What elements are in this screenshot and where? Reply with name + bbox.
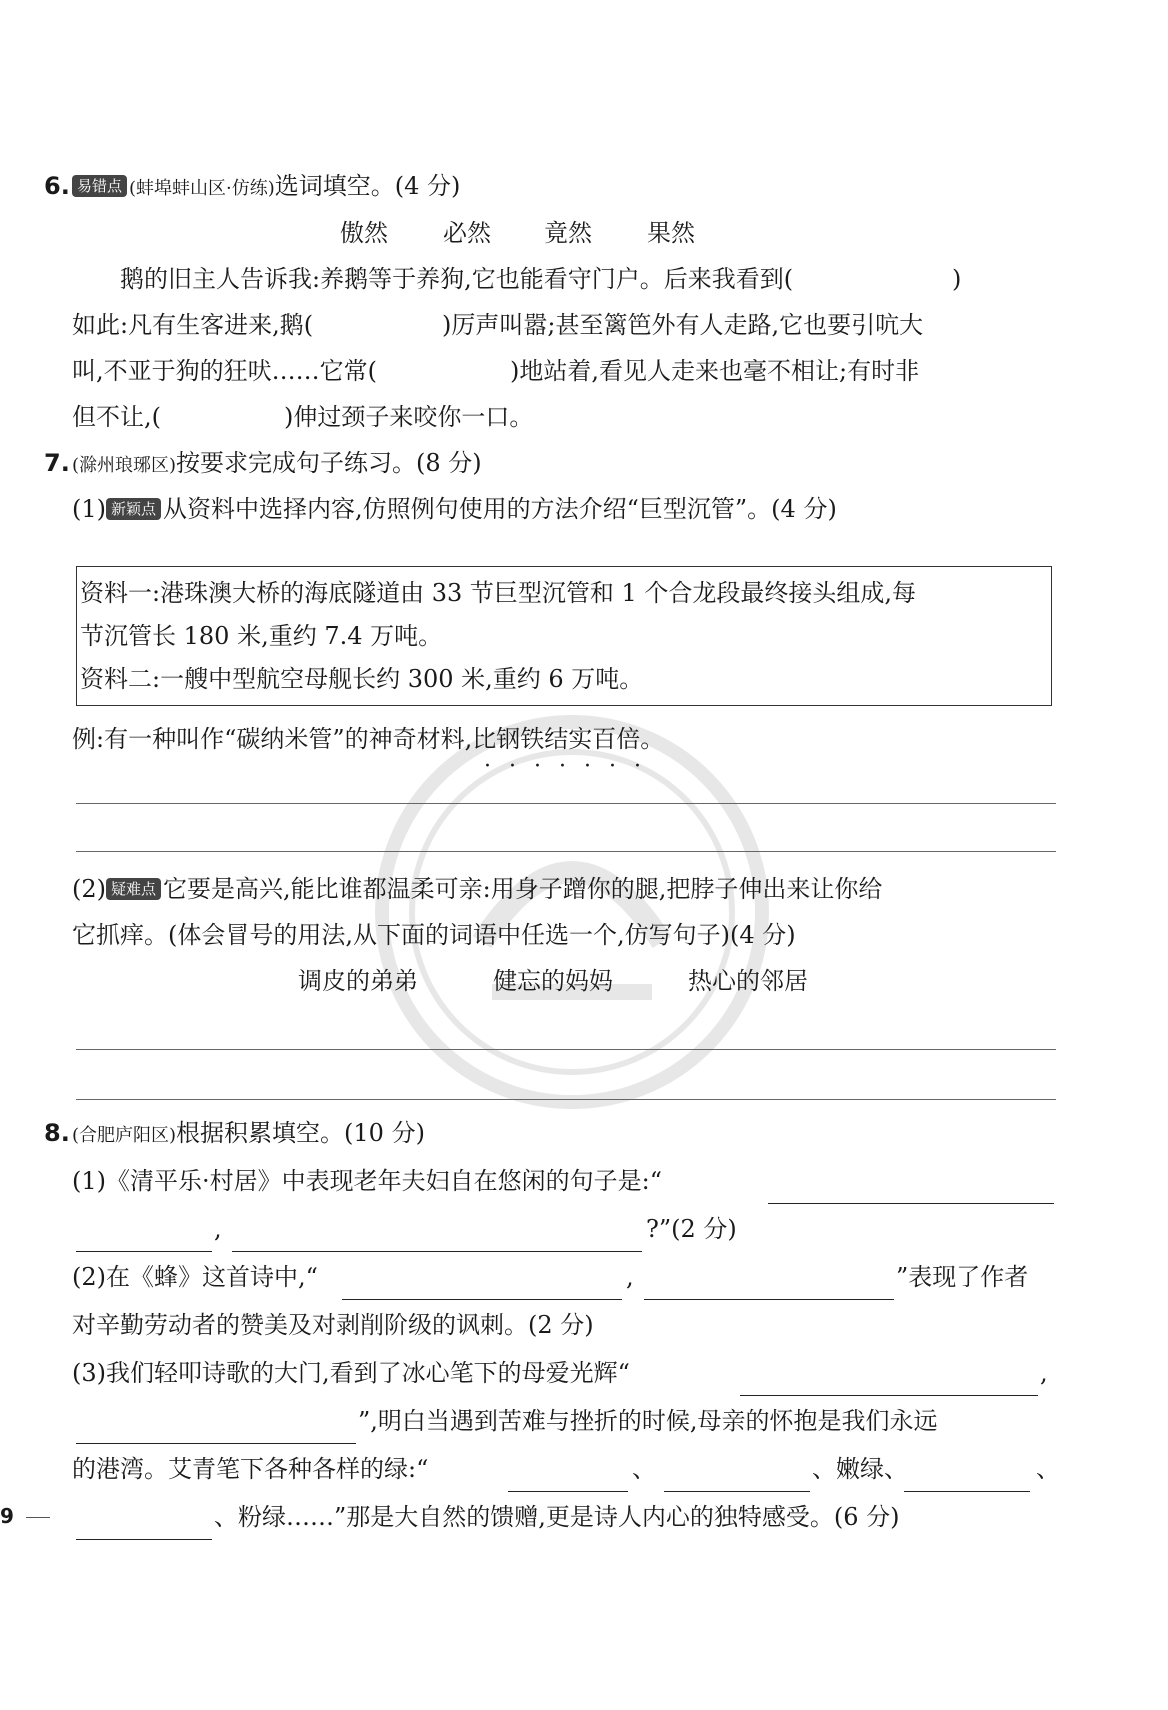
fill-blank[interactable] [508, 1463, 628, 1492]
q8-part1-line-2 [0, 1206, 1168, 1252]
q7-material-2: 资料二:一艘中型航空母舰长约 300 米,重约 6 万吨。 [80, 665, 644, 693]
q8-part1-end: ?”(2 分) [646, 1215, 737, 1243]
q8-part3-line3: 的港湾。艾青笔下各种各样的绿:“ [72, 1455, 429, 1483]
q7-material-1-cont: 节沉管长 180 米,重约 7.4 万吨。 [80, 622, 443, 650]
q8-part2-end: ”表现了作者 [896, 1263, 1029, 1291]
q8-part2-line-2 [0, 1302, 1168, 1348]
q7-choice: 热心的邻居 [688, 967, 808, 995]
q8-source: (合肥庐阳区) [72, 1125, 177, 1146]
q7-part1-text: 从资料中选择内容,仿照例句使用的方法介绍“巨型沉管”。(4 分) [163, 495, 837, 523]
q7-choice: 调皮的弟弟 [298, 967, 418, 995]
q6-word: 果然 [647, 219, 695, 247]
q8-part2-text: (2)在《蜂》这首诗中,“ [72, 1263, 318, 1291]
q7-part2-line-2 [0, 912, 1168, 958]
q7-material-line [0, 570, 1168, 616]
q6-title: 选词填空。(4 分) [274, 172, 461, 200]
fill-blank[interactable] [664, 1463, 810, 1492]
q7-material-line [0, 656, 1168, 702]
q8-part2-line-1 [0, 1254, 1168, 1300]
fill-blank[interactable] [740, 1367, 1038, 1396]
q7-part1-header [0, 486, 1168, 532]
q8-header [0, 1110, 1168, 1156]
q7-part1-badge: 新颖点 [106, 498, 161, 520]
q7-choice: 健忘的妈妈 [493, 967, 613, 995]
q7-part2-text: 它要是高兴,能比谁都温柔可亲:用身子蹭你的腿,把脖子伸出来让你给 [163, 875, 883, 903]
q6-source: (蚌埠蚌山区·仿练) [129, 178, 275, 199]
fill-blank[interactable] [232, 1223, 642, 1252]
fill-blank[interactable] [904, 1463, 1030, 1492]
page-number-dash [26, 1517, 50, 1518]
q7-emphasis-dots: ······· [484, 754, 659, 779]
q6-blank-close: ) [952, 265, 962, 293]
q8-part1-text: (1)《清平乐·村居》中表现老年夫妇自在悠闲的句子是:“ [72, 1167, 662, 1195]
q8-title: 根据积累填空。(10 分) [176, 1119, 425, 1147]
fill-blank[interactable] [342, 1271, 622, 1300]
answer-line[interactable] [76, 803, 1056, 804]
answer-line[interactable] [76, 1099, 1056, 1100]
fill-blank[interactable] [76, 1415, 356, 1444]
q7-material-line [0, 613, 1168, 659]
q6-word: 傲然 [340, 219, 388, 247]
q6-number: 6. [44, 172, 70, 200]
q8-part3-line4: 、粉绿……”那是大自然的馈赠,更是诗人内心的独特感受。(6 分) [214, 1503, 900, 1531]
q8-part3-line2: ”,明白当遇到苦难与挫折的时候,母亲的怀抱是我们永远 [358, 1407, 938, 1435]
q7-part2-text: 它抓痒。(体会冒号的用法,从下面的词语中任选一个,仿写句子)(4 分) [72, 921, 796, 949]
q8-part3-line-1 [0, 1350, 1168, 1396]
q8-part3-line-4 [0, 1494, 1168, 1540]
q6-text: 鹅的旧主人告诉我:养鹅等于养狗,它也能看守门户。后来我看到( [120, 265, 794, 293]
q7-part2-badge: 疑难点 [106, 878, 161, 900]
q8-part3-nenlv: 、嫩绿、 [812, 1455, 908, 1483]
q8-part2-mid: , [626, 1263, 634, 1291]
page-number: 9 [0, 1504, 14, 1528]
q8-number: 8. [44, 1119, 70, 1147]
q8-part2-line2: 对辛勤劳动者的赞美及对剥削阶级的讽刺。(2 分) [72, 1311, 594, 1339]
q7-header [0, 440, 1168, 486]
fill-blank[interactable] [76, 1511, 212, 1540]
q6-text: )厉声叫嚣;甚至篱笆外有人走路,它也要引吭大 [442, 311, 924, 339]
q8-part3-line-2 [0, 1398, 1168, 1444]
q6-passage-line-1 [0, 256, 1168, 302]
fill-blank[interactable] [768, 1175, 1054, 1204]
q7-source: (滁州琅琊区) [72, 455, 177, 476]
q6-word-bank [0, 210, 1168, 256]
q6-passage-line-3 [0, 348, 1168, 394]
q6-badge: 易错点 [72, 175, 127, 197]
q8-part3-sep: 、 [632, 1455, 656, 1483]
q6-word: 竟然 [544, 219, 592, 247]
q8-part3-comma: , [1040, 1359, 1048, 1387]
q7-example-text: 例:有一种叫作“碳纳米管”的神奇材料,比钢铁结实百倍。 [72, 725, 665, 753]
q6-text: 但不让,( [72, 403, 161, 431]
q7-material-1: 资料一:港珠澳大桥的海底隧道由 33 节巨型沉管和 1 个合龙段最终接头组成,每 [80, 579, 917, 607]
q6-passage-line-4 [0, 394, 1168, 440]
q7-part2-line-1 [0, 866, 1168, 912]
q7-number: 7. [44, 449, 70, 477]
q6-header [0, 163, 1168, 209]
q8-part3-text: (3)我们轻叩诗歌的大门,看到了冰心笔下的母爱光辉“ [72, 1359, 630, 1387]
q6-passage-line-2 [0, 302, 1168, 348]
q8-part3-sep: 、 [1036, 1455, 1060, 1483]
answer-line[interactable] [76, 1049, 1056, 1050]
q7-title: 按要求完成句子练习。(8 分) [176, 449, 482, 477]
fill-blank[interactable] [76, 1223, 212, 1252]
q6-word: 必然 [443, 219, 491, 247]
q6-text: 叫,不亚于狗的狂吠……它常( [72, 357, 377, 385]
q8-part1-line-1 [0, 1158, 1168, 1204]
q6-text: )伸过颈子来咬你一口。 [284, 403, 534, 431]
q8-part1-mid: , [214, 1215, 222, 1243]
answer-line[interactable] [76, 851, 1056, 852]
q7-choices [0, 958, 1168, 1004]
q6-text: 如此:凡有生客进来,鹅( [72, 311, 314, 339]
q8-part3-line-3 [0, 1446, 1168, 1492]
fill-blank[interactable] [644, 1271, 894, 1300]
q7-part1-prefix: (1) [72, 495, 106, 523]
q6-text: )地站着,看见人走来也毫不相让;有时非 [510, 357, 920, 385]
q7-part2-prefix: (2) [72, 875, 106, 903]
